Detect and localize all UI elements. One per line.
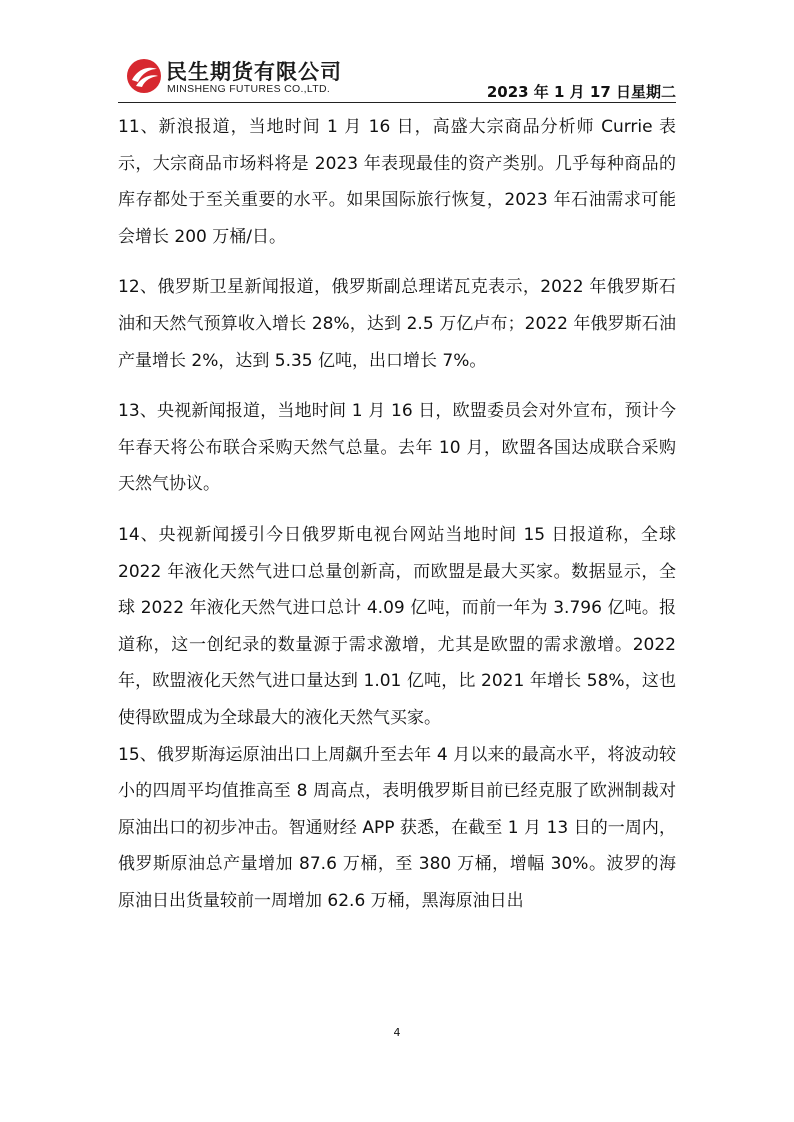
minsheng-logo-icon bbox=[126, 58, 162, 94]
news-item-14: 14、央视新闻援引今日俄罗斯电视台网站当地时间 15 日报道称，全球 2022 年液化天然气进口总量创新高，而欧盟是最大买家。数据显示，全球 2022 年液化天然气进口总计 4.09 亿吨，而前一年为 3.796 亿吨。报道称，这一创纪录的数量源于需求激增，尤其是欧盟的需求激增。2022 年，欧盟液化天然气进口量达到 1.01 亿吨，比 2021 年增长 58%，这也使得欧盟成为全球最大的液化天然气买家。 bbox=[118, 524, 676, 728]
news-list bbox=[118, 109, 676, 919]
header-divider bbox=[118, 102, 676, 103]
company-name-cn: 民生期货有限公司 bbox=[166, 60, 342, 84]
news-item-11: 11、新浪报道，当地时间 1 月 16 日，高盛大宗商品分析师 Currie 表示，大宗商品市场料将是 2023 年表现最佳的资产类别。几乎每种商品的库存都处于至关重要的水平。如果国际旅行恢复，2023 年石油需求可能会增长 200 万桶/日。 bbox=[118, 117, 676, 247]
news-item-15: 15、俄罗斯海运原油出口上周飙升至去年 4 月以来的最高水平，将波动较小的四周平均值推高至 8 周高点，表明俄罗斯目前已经克服了欧洲制裁对原油出口的初步冲击。智通财经 APP 获悉，在截至 1 月 13 日的一周内，俄罗斯原油总产量增加 87.6 万桶，至 380 万桶，增幅 30%。波罗的海原油日出货量较前一周增加 62.6 万桶，黑海原油日出 bbox=[118, 744, 676, 911]
report-date: 2023 年 1 月 17 日星期二 bbox=[486, 83, 676, 101]
news-item-13: 13、央视新闻报道，当地时间 1 月 16 日，欧盟委员会对外宣布，预计今年春天将公布联合采购天然气总量。去年 10 月，欧盟各国达成联合采购天然气协议。 bbox=[118, 401, 676, 495]
company-name-en: MINSHENG FUTURES CO.,LTD. bbox=[167, 83, 331, 95]
news-item-12: 12、俄罗斯卫星新闻报道，俄罗斯副总理诺瓦克表示，2022 年俄罗斯石油和天然气预算收入增长 28%，达到 2.5 万亿卢布；2022 年俄罗斯石油产量增长 2%，达到 5.35 亿吨，出口增长 7%。 bbox=[118, 277, 676, 371]
page-number: 4 bbox=[393, 1026, 401, 1039]
page-header bbox=[118, 52, 676, 102]
company-logo bbox=[118, 52, 368, 100]
